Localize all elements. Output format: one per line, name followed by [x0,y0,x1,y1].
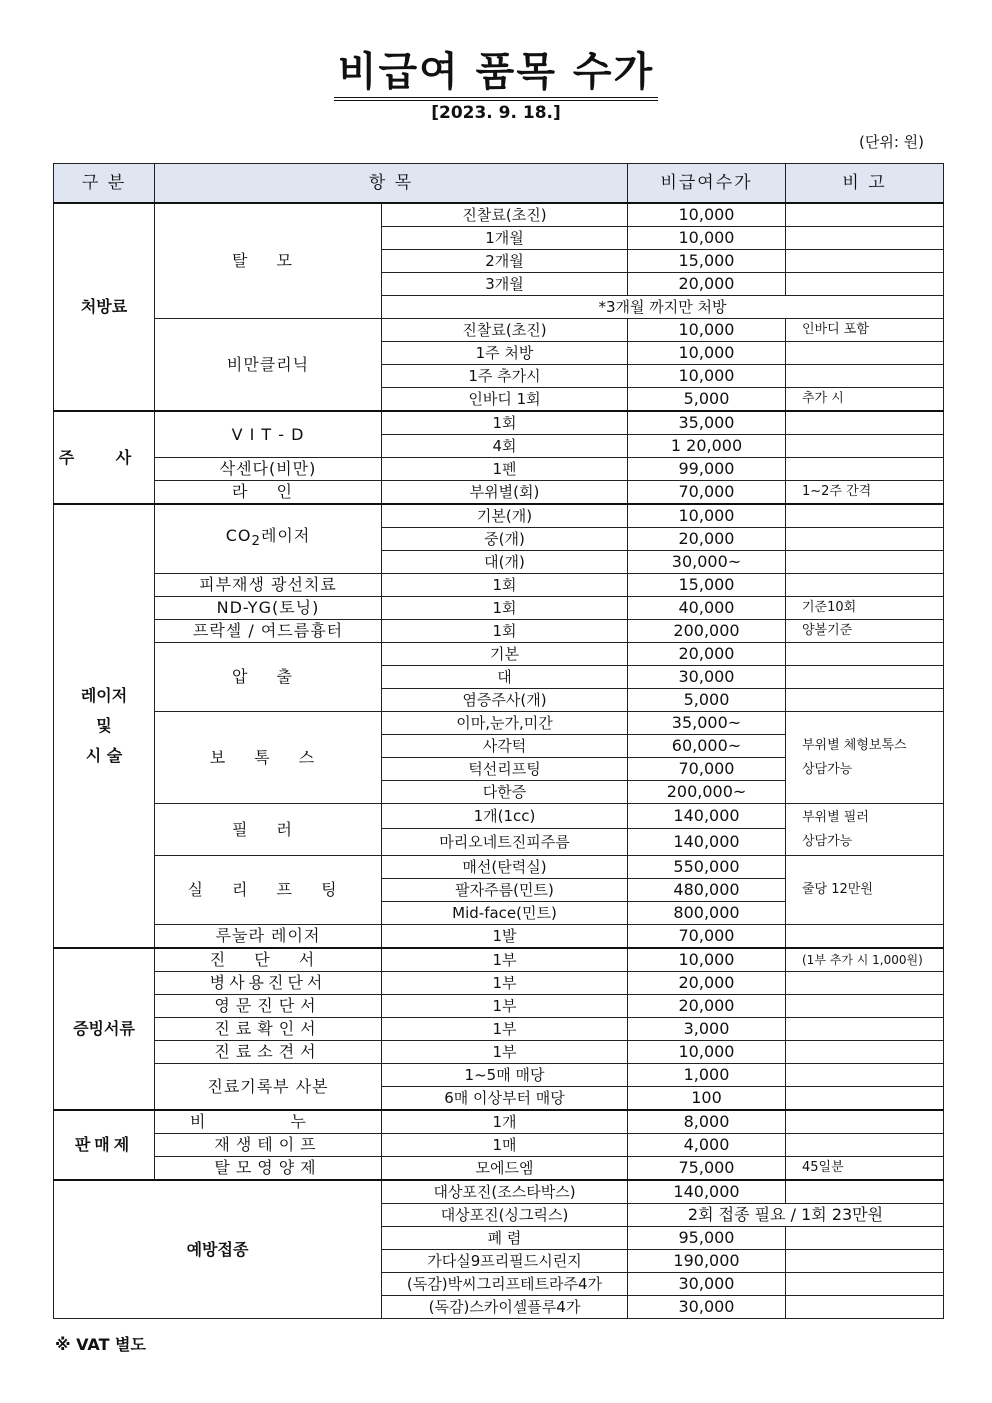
section-injection [54,411,944,504]
filler-note-line1: 부위별 필러 [802,809,869,825]
price-cell: 140,000 [628,804,786,829]
co2-label-rest: 레이저 [260,525,311,545]
note-cell [786,689,944,712]
price-cell: 35,000~ [628,712,786,735]
price-cell: 10,000 [628,203,786,227]
note-cell [786,273,944,296]
group-cell: 진료소견서 [155,1041,382,1064]
item-cell: 매선(탄력실) [382,856,628,879]
table-row [54,1134,944,1157]
item-cell: 염증주사(개) [382,689,628,712]
table-row [54,712,944,735]
price-cell: 30,000 [628,1296,786,1319]
price-cell: 140,000 [628,1180,786,1204]
item-cell: 2개월 [382,250,628,273]
note-cell: 양볼기준 [786,620,944,643]
price-cell: 20,000 [628,528,786,551]
note-cell: 기준10회 [786,597,944,620]
item-cell: 6매 이상부터 매당 [382,1087,628,1111]
price-cell: 95,000 [628,1227,786,1250]
note-cell [786,712,944,804]
note-cell: 45일분 [786,1157,944,1181]
document-date: [2023. 9. 18.] [431,103,561,123]
table-row [54,1064,944,1087]
table-row [54,319,944,342]
note-cell [786,435,944,458]
shingrix-merged-cell: 2회 접종 필요 / 1회 23만원 [628,1204,944,1227]
note-cell [786,504,944,528]
co2-label: CO [225,525,252,545]
price-cell: 10,000 [628,342,786,365]
item-cell: 인바디 1회 [382,388,628,412]
note-cell [786,1064,944,1087]
item-cell: 1부 [382,948,628,972]
note-cell [786,1087,944,1111]
table-row [54,643,944,666]
group-cell: 병사용진단서 [155,972,382,995]
item-cell: 1발 [382,925,628,949]
price-cell: 1,000 [628,1064,786,1087]
note-cell [786,203,944,227]
price-cell: 75,000 [628,1157,786,1181]
page-title-text: 비급여 품목 수가 [334,49,658,101]
note-cell [786,643,944,666]
item-cell: 대(개) [382,551,628,574]
price-cell: 3,000 [628,1018,786,1041]
note-cell [786,551,944,574]
note-cell: 추가 시 [786,388,944,412]
price-cell: 30,000 [628,1273,786,1296]
group-cell: 보 톡 스 [155,712,382,804]
note-cell [786,365,944,388]
note-cell: 1~2주 간격 [786,481,944,505]
note-cell [786,574,944,597]
group-cell: 라 인 [155,481,382,505]
table-row [54,411,944,435]
table-row [54,203,944,227]
price-cell: 30,000 [628,666,786,689]
item-cell: (독감)박씨그리프테트라주4가 [382,1273,628,1296]
section-products [54,1110,944,1180]
note-cell [786,995,944,1018]
note-cell: (1부 추가 시 1,000원) [786,948,944,972]
item-cell: 가다실9프리필드시린지 [382,1250,628,1273]
item-cell: 부위별(회) [382,481,628,505]
price-cell: 40,000 [628,597,786,620]
note-cell [786,1227,944,1250]
price-cell: 20,000 [628,995,786,1018]
item-cell: 턱선리프팅 [382,758,628,781]
group-cell: 탈 모 [155,203,382,319]
table-row [54,856,944,879]
item-cell: 이마,눈가,미간 [382,712,628,735]
table-row [54,597,944,620]
category-label-line3: 시 술 [85,746,123,765]
table-row [54,620,944,643]
price-cell: 140,000 [628,829,786,856]
category-label-line2: 및 [96,716,112,735]
price-cell: 5,000 [628,388,786,412]
table-row [54,1018,944,1041]
item-cell: 대상포진(조스타박스) [382,1180,628,1204]
price-cell: 20,000 [628,972,786,995]
item-cell: 1~5매 매당 [382,1064,628,1087]
item-cell: (독감)스카이셀플루4가 [382,1296,628,1319]
item-cell: 대 [382,666,628,689]
section-prescription [54,203,944,411]
price-cell: 10,000 [628,948,786,972]
group-cell: V I T - D [155,411,382,458]
note-cell [786,1273,944,1296]
header-note: 비 고 [786,164,944,204]
table-row [54,504,944,528]
item-cell: 1부 [382,972,628,995]
note-cell: 인바디 포함 [786,319,944,342]
group-cell: 진료확인서 [155,1018,382,1041]
price-cell: 70,000 [628,481,786,505]
prescription-limit-note: *3개월 까지만 처방 [382,296,944,319]
group-cell: 진료기록부 사본 [155,1064,382,1111]
price-cell: 10,000 [628,319,786,342]
price-cell: 5,000 [628,689,786,712]
price-cell: 550,000 [628,856,786,879]
category-cell: 주 사 [54,411,155,504]
category-cell: 처방료 [54,203,155,411]
price-cell: 800,000 [628,902,786,925]
header-category: 구 분 [54,164,155,204]
note-cell [786,666,944,689]
price-cell: 100 [628,1087,786,1111]
group-cell: 필 러 [155,804,382,856]
price-cell: 200,000~ [628,781,786,804]
category-cell: 증빙서류 [54,948,155,1110]
category-cell [54,504,155,948]
price-cell: 30,000~ [628,551,786,574]
item-cell: 중(개) [382,528,628,551]
category-cell: 판매제 [54,1110,155,1180]
item-cell: 폐 렴 [382,1227,628,1250]
item-cell: 1개(1cc) [382,804,628,829]
table-row [54,1180,944,1204]
table-row [54,458,944,481]
item-cell: 1회 [382,597,628,620]
price-cell: 190,000 [628,1250,786,1273]
price-cell: 4,000 [628,1134,786,1157]
table-row [54,972,944,995]
price-cell: 10,000 [628,504,786,528]
botox-note-line1: 부위별 체형보톡스 [802,737,907,753]
table-row [54,1041,944,1064]
item-cell: 1부 [382,1018,628,1041]
price-cell: 35,000 [628,411,786,435]
note-cell: 줄당 12만원 [786,856,944,925]
section-laser [54,504,944,948]
group-cell: 비만클리닉 [155,319,382,412]
item-cell: 1개 [382,1110,628,1134]
item-cell: 1주 처방 [382,342,628,365]
table-row [54,948,944,972]
note-cell [786,250,944,273]
price-cell: 10,000 [628,1041,786,1064]
item-cell: 팔자주름(민트) [382,879,628,902]
group-cell: 압 출 [155,643,382,712]
item-cell: 다한증 [382,781,628,804]
group-cell: 피부재생 광선치료 [155,574,382,597]
price-cell: 15,000 [628,250,786,273]
group-cell: 탈모영양제 [155,1157,382,1181]
category-cell: 예방접종 [54,1180,382,1319]
price-cell: 15,000 [628,574,786,597]
item-cell: 1회 [382,620,628,643]
table-row [54,925,944,949]
group-cell: 비 누 [155,1110,382,1134]
table-header-row [54,164,944,204]
group-cell: 삭센다(비만) [155,458,382,481]
price-cell: 70,000 [628,925,786,949]
item-cell: 진찰료(초진) [382,203,628,227]
item-cell: 1부 [382,995,628,1018]
note-cell [786,227,944,250]
header-item: 항 목 [155,164,628,204]
price-cell: 10,000 [628,365,786,388]
item-cell: 3개월 [382,273,628,296]
co2-subscript: 2 [251,534,261,550]
note-cell [786,458,944,481]
item-cell: 기본 [382,643,628,666]
price-cell: 20,000 [628,643,786,666]
note-cell [786,1134,944,1157]
note-cell [786,804,944,856]
price-cell: 200,000 [628,620,786,643]
unit-label: (단위: 원) [859,133,924,151]
note-cell [786,1296,944,1319]
group-cell: ND-YG(토닝) [155,597,382,620]
filler-note-line2: 상담가능 [802,833,853,849]
item-cell: 1부 [382,1041,628,1064]
price-cell: 8,000 [628,1110,786,1134]
group-cell: 루눌라 레이저 [155,925,382,949]
item-cell: 모에드엠 [382,1157,628,1181]
note-cell [786,1110,944,1134]
table-row [54,995,944,1018]
note-cell [786,1180,944,1204]
note-cell [786,925,944,949]
botox-note-line2: 상담가능 [802,761,853,777]
item-cell: 4회 [382,435,628,458]
note-cell [786,342,944,365]
group-cell: 영문진단서 [155,995,382,1018]
page-title [0,40,992,97]
price-cell: 60,000~ [628,735,786,758]
price-cell: 1 20,000 [628,435,786,458]
table-row [54,804,944,829]
table-row [54,1110,944,1134]
item-cell: Mid-face(민트) [382,902,628,925]
item-cell: 마리오네트진피주름 [382,829,628,856]
item-cell: 1개월 [382,227,628,250]
note-cell [786,1041,944,1064]
note-cell [786,411,944,435]
item-cell: 기본(개) [382,504,628,528]
item-cell: 1회 [382,574,628,597]
group-cell [155,504,382,574]
price-cell: 20,000 [628,273,786,296]
item-cell: 1회 [382,411,628,435]
price-cell: 480,000 [628,879,786,902]
header-price: 비급여수가 [628,164,786,204]
note-cell [786,1250,944,1273]
item-cell: 사각턱 [382,735,628,758]
item-cell: 진찰료(초진) [382,319,628,342]
table-row [54,1157,944,1181]
section-documents [54,948,944,1110]
price-cell: 99,000 [628,458,786,481]
price-cell: 10,000 [628,227,786,250]
group-cell: 프락셀 / 여드름흉터 [155,620,382,643]
fee-table [53,163,944,1319]
item-cell: 1펜 [382,458,628,481]
table-row [54,481,944,505]
group-cell: 진 단 서 [155,948,382,972]
section-vaccination [54,1180,944,1319]
group-cell: 실 리 프 팅 [155,856,382,925]
table-row [54,574,944,597]
item-cell: 대상포진(싱그릭스) [382,1204,628,1227]
note-cell [786,528,944,551]
category-label-line1: 레이저 [80,686,128,705]
note-cell [786,1018,944,1041]
item-cell: 1주 추가시 [382,365,628,388]
note-cell [786,972,944,995]
item-cell: 1매 [382,1134,628,1157]
vat-footnote: ※ VAT 별도 [55,1335,146,1354]
price-cell: 70,000 [628,758,786,781]
group-cell: 재생테이프 [155,1134,382,1157]
